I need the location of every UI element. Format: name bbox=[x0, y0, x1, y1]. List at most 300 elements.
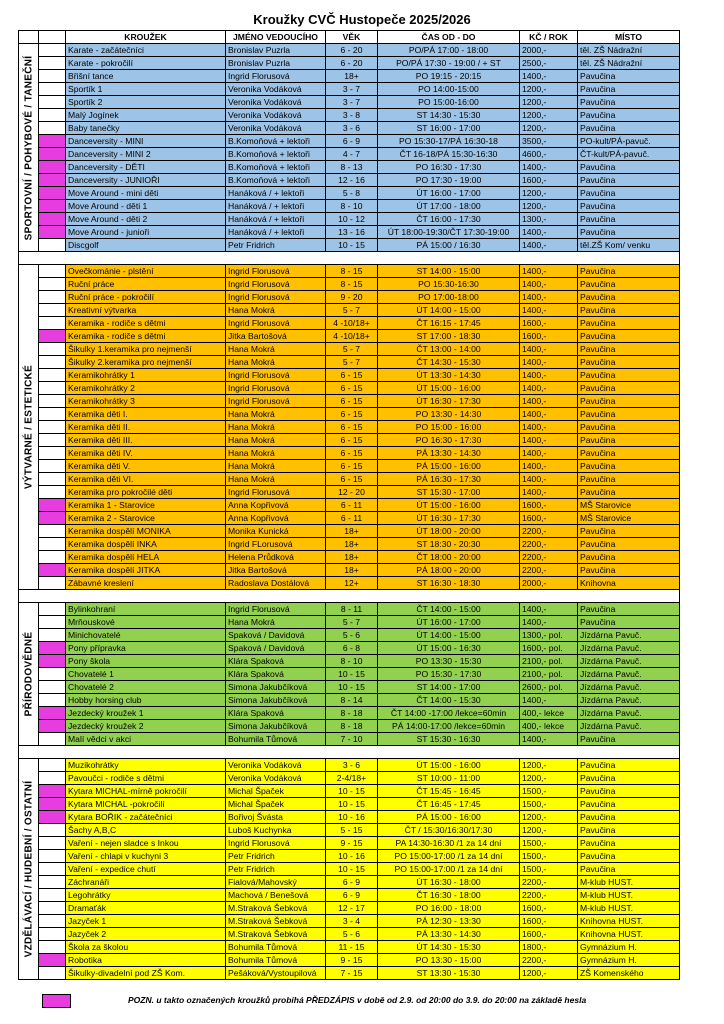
age-cell: 6 - 15 bbox=[326, 369, 378, 382]
age-cell: 3 - 6 bbox=[326, 122, 378, 135]
price-cell: 1400,- bbox=[520, 486, 578, 499]
table-row bbox=[19, 330, 680, 343]
time-cell: ST 15:30 - 16:30 bbox=[378, 733, 520, 746]
table-row bbox=[19, 863, 680, 876]
leader-cell: Hanáková / + lektoři bbox=[226, 200, 326, 213]
table-row bbox=[19, 954, 680, 967]
club-name-cell: Hobby horsing club bbox=[66, 694, 226, 707]
leader-cell: Ingrid Florusová bbox=[226, 291, 326, 304]
club-name-cell: Keramika děti V. bbox=[66, 460, 226, 473]
place-cell: Pavučina bbox=[578, 122, 680, 135]
presignup-marker bbox=[39, 200, 66, 213]
leader-cell: Klára Spaková bbox=[226, 707, 326, 720]
price-cell: 2600,- pol. bbox=[520, 681, 578, 694]
marker-cell bbox=[39, 434, 66, 447]
club-name-cell: Pavoučci - rodiče s dětmi bbox=[66, 772, 226, 785]
place-cell: ZŠ Komenského bbox=[578, 967, 680, 980]
leader-cell: Ingrid Florusová bbox=[226, 382, 326, 395]
place-cell: Pavučina bbox=[578, 226, 680, 239]
place-cell: Jízdárna Pavuč. bbox=[578, 655, 680, 668]
table-row bbox=[19, 447, 680, 460]
club-name-cell: Keramika dospělí INKA bbox=[66, 538, 226, 551]
leader-cell: Jitka Bartošová bbox=[226, 564, 326, 577]
price-cell: 1600,- pol. bbox=[520, 642, 578, 655]
leader-cell: Bohumila Tůmová bbox=[226, 733, 326, 746]
presignup-marker bbox=[39, 187, 66, 200]
price-cell: 1400,- bbox=[520, 733, 578, 746]
table-row bbox=[19, 772, 680, 785]
age-cell: 10 - 15 bbox=[326, 239, 378, 252]
age-cell: 8 - 18 bbox=[326, 720, 378, 733]
age-cell: 8 - 15 bbox=[326, 265, 378, 278]
place-cell: Jízdárna Pavuč. bbox=[578, 707, 680, 720]
club-name-cell: Keramika 1 - Starovice bbox=[66, 499, 226, 512]
club-name-cell: Břišní tance bbox=[66, 70, 226, 83]
marker-cell bbox=[39, 837, 66, 850]
table-row bbox=[19, 317, 680, 330]
age-cell: 3 - 7 bbox=[326, 83, 378, 96]
place-cell: Pavučina bbox=[578, 616, 680, 629]
marker-cell bbox=[39, 265, 66, 278]
age-cell: 13 - 16 bbox=[326, 226, 378, 239]
time-cell: PO 16:00 - 18:00 bbox=[378, 902, 520, 915]
place-cell: M-klub HUST. bbox=[578, 889, 680, 902]
price-cell: 1400,- bbox=[520, 226, 578, 239]
table-row bbox=[19, 382, 680, 395]
age-cell: 6 - 8 bbox=[326, 642, 378, 655]
club-name-cell: Kytara MICHAL-mírně pokročilí bbox=[66, 785, 226, 798]
age-cell: 18+ bbox=[326, 525, 378, 538]
marker-cell bbox=[39, 694, 66, 707]
presignup-marker bbox=[39, 330, 66, 343]
leader-cell: M.Straková Šebková bbox=[226, 915, 326, 928]
leader-cell: Hanáková / + lektoři bbox=[226, 213, 326, 226]
time-cell: PO/PÁ 17:00 - 18:00 bbox=[378, 44, 520, 57]
table-row bbox=[19, 83, 680, 96]
time-cell: PO/PÁ 17:30 - 19:00 / + ST bbox=[378, 57, 520, 70]
marker-cell bbox=[39, 551, 66, 564]
marker-cell bbox=[39, 304, 66, 317]
time-cell: ÚT 15:00 - 16:00 bbox=[378, 499, 520, 512]
age-cell: 6 - 20 bbox=[326, 44, 378, 57]
marker-cell bbox=[39, 902, 66, 915]
marker-cell bbox=[39, 967, 66, 980]
time-cell: ČT 15:45 - 16:45 bbox=[378, 785, 520, 798]
leader-cell: Hana Mokrá bbox=[226, 408, 326, 421]
place-cell: Pavučina bbox=[578, 447, 680, 460]
age-cell: 6 - 9 bbox=[326, 889, 378, 902]
section-category-cell bbox=[19, 44, 39, 252]
price-cell: 1600,- bbox=[520, 928, 578, 941]
age-cell: 18+ bbox=[326, 564, 378, 577]
price-cell: 1400,- bbox=[520, 278, 578, 291]
marker-cell bbox=[39, 941, 66, 954]
price-cell: 1500,- bbox=[520, 785, 578, 798]
club-name-cell: Move Around - děti 2 bbox=[66, 213, 226, 226]
time-cell: ST 17:00 - 18:30 bbox=[378, 330, 520, 343]
table-row bbox=[19, 109, 680, 122]
time-cell: PO 15:30-16:30 bbox=[378, 278, 520, 291]
club-name-cell: Muzikohrátky bbox=[66, 759, 226, 772]
age-cell: 9 - 15 bbox=[326, 837, 378, 850]
marker-cell bbox=[39, 733, 66, 746]
time-cell: PO 15:00 - 16:00 bbox=[378, 421, 520, 434]
price-cell: 1400,- bbox=[520, 408, 578, 421]
marker-cell bbox=[39, 759, 66, 772]
club-name-cell: Ruční práce bbox=[66, 278, 226, 291]
time-cell: PÁ 13:30 - 14:30 bbox=[378, 447, 520, 460]
age-cell: 9 - 20 bbox=[326, 291, 378, 304]
time-cell: PÁ 13:30 - 14:30 bbox=[378, 928, 520, 941]
table-row bbox=[19, 603, 680, 616]
table-row bbox=[19, 577, 680, 590]
age-cell: 5 - 7 bbox=[326, 356, 378, 369]
place-cell: Pavučina bbox=[578, 356, 680, 369]
price-cell: 1600,- bbox=[520, 915, 578, 928]
price-cell: 1400,- bbox=[520, 369, 578, 382]
time-cell: ST 10:00 - 11:00 bbox=[378, 772, 520, 785]
presignup-marker bbox=[39, 811, 66, 824]
price-cell: 1400,- bbox=[520, 434, 578, 447]
presignup-marker bbox=[39, 499, 66, 512]
time-cell: PO 17:30 - 19:00 bbox=[378, 174, 520, 187]
time-cell: PÁ 12:30 - 13:30 bbox=[378, 915, 520, 928]
time-cell: ÚT 16:00 - 17:00 bbox=[378, 187, 520, 200]
price-cell: 1400,- bbox=[520, 460, 578, 473]
place-cell: Pavučina bbox=[578, 421, 680, 434]
age-cell: 5 - 7 bbox=[326, 616, 378, 629]
price-cell: 2000,- bbox=[520, 577, 578, 590]
age-cell: 10 - 16 bbox=[326, 850, 378, 863]
club-name-cell: Keramika - rodiče s dětmi bbox=[66, 330, 226, 343]
marker-cell bbox=[39, 83, 66, 96]
age-cell: 5 - 7 bbox=[326, 304, 378, 317]
header-place: MÍSTO bbox=[578, 31, 680, 44]
time-cell: ÚT 13:30 - 14:30 bbox=[378, 369, 520, 382]
place-cell: těl. ZŠ Nádražní bbox=[578, 57, 680, 70]
table-row bbox=[19, 460, 680, 473]
age-cell: 3 - 8 bbox=[326, 109, 378, 122]
time-cell: ÚT 17:00 - 18:00 bbox=[378, 200, 520, 213]
time-cell: PO 16:30 - 17:30 bbox=[378, 161, 520, 174]
table-row bbox=[19, 239, 680, 252]
table-row bbox=[19, 928, 680, 941]
age-cell: 6 - 15 bbox=[326, 434, 378, 447]
club-name-cell: Keramika pro pokročilé děti bbox=[66, 486, 226, 499]
price-cell: 1600,- bbox=[520, 174, 578, 187]
age-cell: 8 - 15 bbox=[326, 278, 378, 291]
presignup-marker bbox=[39, 707, 66, 720]
leader-cell: Hanáková / + lektoři bbox=[226, 226, 326, 239]
place-cell: Pavučina bbox=[578, 473, 680, 486]
time-cell: ÚT 16:30 - 18:00 bbox=[378, 876, 520, 889]
leader-cell: B.Komoňová + lektoři bbox=[226, 135, 326, 148]
club-name-cell: Keramikohrátky 1 bbox=[66, 369, 226, 382]
table-row bbox=[19, 785, 680, 798]
club-name-cell: Šikulky 1.keramika pro nejmenší bbox=[66, 343, 226, 356]
leader-cell: Hana Mokrá bbox=[226, 356, 326, 369]
age-cell: 5 - 8 bbox=[326, 187, 378, 200]
place-cell: MŠ Starovice bbox=[578, 512, 680, 525]
leader-cell: Hana Mokrá bbox=[226, 473, 326, 486]
age-cell: 4 -10/18+ bbox=[326, 317, 378, 330]
club-name-cell: Vaření - nejen sladce s Inkou bbox=[66, 837, 226, 850]
leader-cell: Ingrid Florusová bbox=[226, 278, 326, 291]
price-cell: 1400,- bbox=[520, 447, 578, 460]
price-cell: 1600,- bbox=[520, 902, 578, 915]
place-cell: Pavučina bbox=[578, 70, 680, 83]
marker-cell bbox=[39, 863, 66, 876]
leader-cell: Radoslava Dostálová bbox=[226, 577, 326, 590]
marker-cell bbox=[39, 486, 66, 499]
price-cell: 1800,- bbox=[520, 941, 578, 954]
table-row bbox=[19, 187, 680, 200]
place-cell: Pavučina bbox=[578, 434, 680, 447]
place-cell: Jízdárna Pavuč. bbox=[578, 629, 680, 642]
place-cell: Knihovna HUST. bbox=[578, 915, 680, 928]
price-cell: 1500,- bbox=[520, 863, 578, 876]
table-row bbox=[19, 278, 680, 291]
presignup-marker bbox=[39, 954, 66, 967]
time-cell: ČT 16-18/PÁ 15:30-16:30 bbox=[378, 148, 520, 161]
time-cell: ČT 16:15 - 17:45 bbox=[378, 317, 520, 330]
table-row bbox=[19, 57, 680, 70]
price-cell: 3500,- bbox=[520, 135, 578, 148]
price-cell: 1400,- bbox=[520, 694, 578, 707]
leader-cell: Anna Kopřivová bbox=[226, 512, 326, 525]
table-row bbox=[19, 850, 680, 863]
price-cell: 2200,- bbox=[520, 564, 578, 577]
presignup-marker bbox=[39, 213, 66, 226]
time-cell: PO 13:30 - 15:00 bbox=[378, 954, 520, 967]
price-cell: 1400,- bbox=[520, 382, 578, 395]
price-cell: 1400,- bbox=[520, 239, 578, 252]
marker-cell bbox=[39, 538, 66, 551]
table-row bbox=[19, 824, 680, 837]
place-cell: Jízdárna Pavuč. bbox=[578, 681, 680, 694]
club-name-cell: Záchranáři bbox=[66, 876, 226, 889]
place-cell: Pavučina bbox=[578, 837, 680, 850]
time-cell: PÁ 18:00 - 20:00 bbox=[378, 564, 520, 577]
section-separator bbox=[19, 746, 680, 759]
time-cell: ÚT 15:00 - 16:00 bbox=[378, 759, 520, 772]
marker-cell bbox=[39, 473, 66, 486]
section-category-label: PŘÍRODOVĚDNÉ bbox=[23, 631, 34, 717]
age-cell: 8 - 18 bbox=[326, 707, 378, 720]
place-cell: Jízdárna Pavuč. bbox=[578, 694, 680, 707]
price-cell: 1400,- bbox=[520, 265, 578, 278]
marker-cell bbox=[39, 850, 66, 863]
separator-cell bbox=[19, 590, 680, 603]
club-name-cell: Danceversity - MINI 2 bbox=[66, 148, 226, 161]
place-cell: Pavučina bbox=[578, 200, 680, 213]
marker-cell bbox=[39, 57, 66, 70]
marker-cell bbox=[39, 668, 66, 681]
section-category-label: SPORTOVNÍ / POHYBOVÉ / TANEČNÍ bbox=[23, 55, 34, 240]
leader-cell: Hana Mokrá bbox=[226, 304, 326, 317]
leader-cell: Hana Mokrá bbox=[226, 434, 326, 447]
marker-cell bbox=[39, 369, 66, 382]
presignup-legend-swatch bbox=[42, 994, 71, 1008]
leader-cell: Hanáková / + lektoři bbox=[226, 187, 326, 200]
age-cell: 6 - 15 bbox=[326, 421, 378, 434]
table-row bbox=[19, 473, 680, 486]
time-cell: PO 16:30 - 17:30 bbox=[378, 434, 520, 447]
time-cell: PO 15:30-17/PÁ 16:30-18 bbox=[378, 135, 520, 148]
leader-cell: Fialová/Mahovský bbox=[226, 876, 326, 889]
club-name-cell: Vaření - expedice chutí bbox=[66, 863, 226, 876]
club-name-cell: Move Around - děti 1 bbox=[66, 200, 226, 213]
leader-cell: Petr Fridrich bbox=[226, 850, 326, 863]
age-cell: 8 - 11 bbox=[326, 603, 378, 616]
age-cell: 12 - 16 bbox=[326, 174, 378, 187]
time-cell: ST 15:30 - 17:00 bbox=[378, 486, 520, 499]
place-cell: Pavučina bbox=[578, 863, 680, 876]
header-leader: JMÉNO VEDOUCÍHO bbox=[226, 31, 326, 44]
age-cell: 6 - 11 bbox=[326, 512, 378, 525]
table-row bbox=[19, 551, 680, 564]
price-cell: 1500,- bbox=[520, 837, 578, 850]
place-cell: těl.ZŠ Kom/ venku bbox=[578, 239, 680, 252]
price-cell: 1400,- bbox=[520, 343, 578, 356]
age-cell: 6 - 9 bbox=[326, 876, 378, 889]
place-cell: Pavučina bbox=[578, 174, 680, 187]
place-cell: Pavučina bbox=[578, 343, 680, 356]
table-row bbox=[19, 213, 680, 226]
price-cell: 2100,- pol. bbox=[520, 668, 578, 681]
age-cell: 12 - 17 bbox=[326, 902, 378, 915]
time-cell: PO 17:00-18:00 bbox=[378, 291, 520, 304]
table-row bbox=[19, 408, 680, 421]
table-row bbox=[19, 434, 680, 447]
place-cell: Pavučina bbox=[578, 525, 680, 538]
price-cell: 2000,- bbox=[520, 44, 578, 57]
club-name-cell: Legohrátky bbox=[66, 889, 226, 902]
club-name-cell: Keramika děti II. bbox=[66, 421, 226, 434]
club-name-cell: Keramikohrátky 2 bbox=[66, 382, 226, 395]
time-cell: ÚT 16:00 - 17:00 bbox=[378, 616, 520, 629]
place-cell: Pavučina bbox=[578, 564, 680, 577]
age-cell: 4 -10/18+ bbox=[326, 330, 378, 343]
leader-cell: Veronika Vodáková bbox=[226, 83, 326, 96]
marker-cell bbox=[39, 408, 66, 421]
leader-cell: B.Komoňová + lektoři bbox=[226, 174, 326, 187]
leader-cell: Ingrid Florusová bbox=[226, 317, 326, 330]
footnote-text: POZN. u takto označených kroužků probíhá PŘEDZÁPIS v době od 2.9. od 20:00 do 3.9. do 20:00 na základě hesla bbox=[128, 995, 587, 1005]
leader-cell: Ingrid Florusová bbox=[226, 603, 326, 616]
age-cell: 10 - 15 bbox=[326, 668, 378, 681]
leader-cell: Michal Špaček bbox=[226, 798, 326, 811]
leader-cell: Petr Fridrich bbox=[226, 239, 326, 252]
table-row bbox=[19, 395, 680, 408]
table-row bbox=[19, 525, 680, 538]
table-body bbox=[19, 44, 680, 980]
header-mark-blank bbox=[39, 31, 66, 44]
price-cell: 1400,- bbox=[520, 304, 578, 317]
age-cell: 5 - 6 bbox=[326, 928, 378, 941]
club-name-cell: Dramaťák bbox=[66, 902, 226, 915]
leader-cell: B.Komoňová + lektoři bbox=[226, 161, 326, 174]
age-cell: 10 - 15 bbox=[326, 785, 378, 798]
time-cell: PÁ 15:00 / 16:30 bbox=[378, 239, 520, 252]
age-cell: 7 - 10 bbox=[326, 733, 378, 746]
table-row bbox=[19, 902, 680, 915]
club-name-cell: Keramika děti III. bbox=[66, 434, 226, 447]
leader-cell: Veronika Vodáková bbox=[226, 109, 326, 122]
club-name-cell: Keramika děti IV. bbox=[66, 447, 226, 460]
leader-cell: Hana Mokrá bbox=[226, 421, 326, 434]
club-name-cell: Šachy A,B,C bbox=[66, 824, 226, 837]
leader-cell: Spaková / Davidová bbox=[226, 629, 326, 642]
section-category-cell bbox=[19, 265, 39, 590]
table-row bbox=[19, 135, 680, 148]
club-name-cell: Keramika - rodiče s dětmi bbox=[66, 317, 226, 330]
age-cell: 8 - 10 bbox=[326, 200, 378, 213]
price-cell: 1500,- bbox=[520, 850, 578, 863]
club-name-cell: Škola za školou bbox=[66, 941, 226, 954]
club-name-cell: Baby tanečky bbox=[66, 122, 226, 135]
table-row bbox=[19, 616, 680, 629]
club-name-cell: Robotika bbox=[66, 954, 226, 967]
age-cell: 6 - 20 bbox=[326, 57, 378, 70]
table-row bbox=[19, 122, 680, 135]
place-cell: Pavučina bbox=[578, 187, 680, 200]
clubs-table bbox=[18, 30, 680, 980]
place-cell: Pavučina bbox=[578, 395, 680, 408]
section-category-cell bbox=[19, 603, 39, 746]
leader-cell: Klára Spaková bbox=[226, 655, 326, 668]
club-name-cell: Jezdecký kroužek 2 bbox=[66, 720, 226, 733]
header-age: VĚK bbox=[326, 31, 378, 44]
table-row bbox=[19, 200, 680, 213]
place-cell: M-klub HUST. bbox=[578, 876, 680, 889]
table-row bbox=[19, 642, 680, 655]
price-cell: 1600,- bbox=[520, 330, 578, 343]
club-name-cell: Pony přípravka bbox=[66, 642, 226, 655]
separator-cell bbox=[19, 746, 680, 759]
time-cell: ST 16:00 - 17:00 bbox=[378, 122, 520, 135]
club-name-cell: Kreativní výtvarka bbox=[66, 304, 226, 317]
leader-cell: Ingrid FLorusová bbox=[226, 538, 326, 551]
age-cell: 10 - 15 bbox=[326, 863, 378, 876]
leader-cell: B.Komoňová + lektoři bbox=[226, 148, 326, 161]
time-cell: PÁ 16:30 - 17:30 bbox=[378, 473, 520, 486]
time-cell: ČT 13:00 - 14:00 bbox=[378, 343, 520, 356]
club-name-cell: Mrňouskové bbox=[66, 616, 226, 629]
header-price: KČ / ROK bbox=[520, 31, 578, 44]
club-name-cell: Jezdecký kroužek 1 bbox=[66, 707, 226, 720]
price-cell: 1200,- bbox=[520, 772, 578, 785]
table-row bbox=[19, 967, 680, 980]
club-name-cell: Kytara MICHAL -pokročilí bbox=[66, 798, 226, 811]
leader-cell: Veronika Vodáková bbox=[226, 772, 326, 785]
table-row bbox=[19, 798, 680, 811]
age-cell: 3 - 4 bbox=[326, 915, 378, 928]
time-cell: PO 13:30 - 15:30 bbox=[378, 655, 520, 668]
marker-cell bbox=[39, 44, 66, 57]
place-cell: M-klub HUST. bbox=[578, 902, 680, 915]
age-cell: 2-4/18+ bbox=[326, 772, 378, 785]
marker-cell bbox=[39, 343, 66, 356]
price-cell: 1300,- bbox=[520, 213, 578, 226]
table-row bbox=[19, 343, 680, 356]
page-title: Kroužky CVČ Hustopeče 2025/2026 bbox=[253, 12, 471, 27]
age-cell: 9 - 15 bbox=[326, 954, 378, 967]
club-name-cell: Danceversity - MINI bbox=[66, 135, 226, 148]
club-name-cell: Chovatelé 1 bbox=[66, 668, 226, 681]
time-cell: ČT 18:00 - 20:00 bbox=[378, 551, 520, 564]
table-row bbox=[19, 733, 680, 746]
